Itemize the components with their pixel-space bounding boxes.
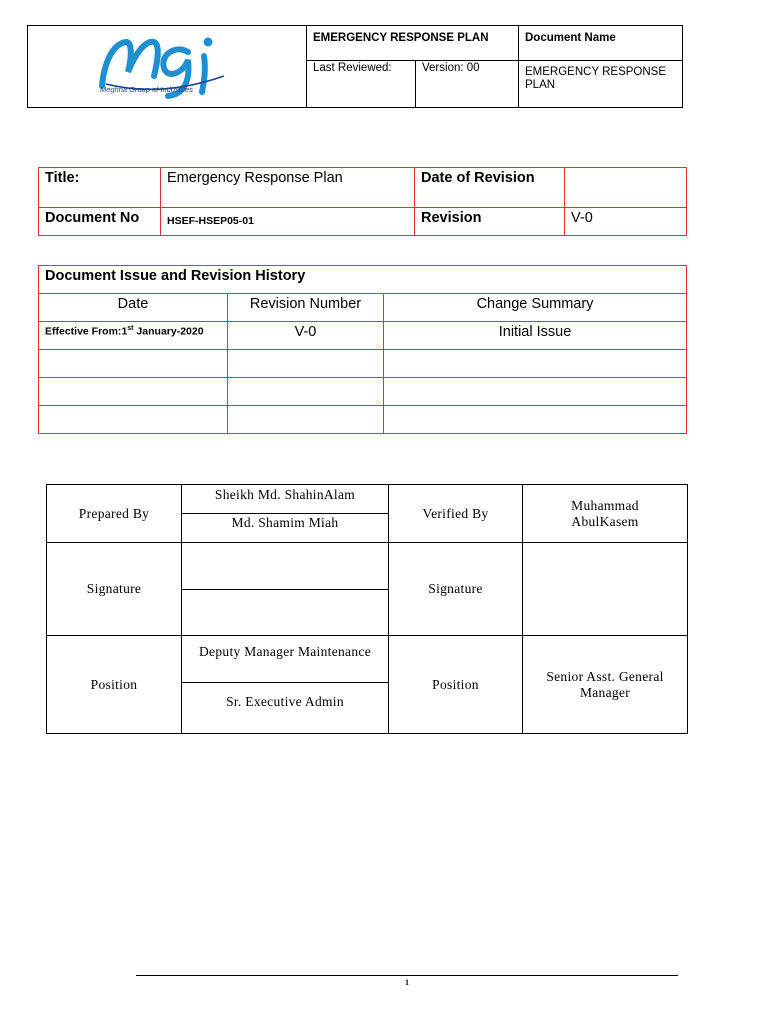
approvals-table bbox=[46, 484, 688, 734]
document-no-label: Document No bbox=[45, 210, 140, 226]
last-reviewed: Last Reviewed: bbox=[313, 62, 392, 74]
plan-title: EMERGENCY RESPONSE PLAN bbox=[313, 32, 489, 44]
revision-number-value: V-0 bbox=[294, 324, 317, 340]
mgi-logo bbox=[28, 26, 306, 107]
revision-value: V-0 bbox=[571, 210, 593, 226]
logo-tagline: Meghna Group of Industries bbox=[100, 85, 193, 94]
verified-by-label: Verified By bbox=[422, 505, 489, 521]
preparer-signature-1 bbox=[182, 543, 389, 590]
table-row bbox=[39, 378, 687, 406]
revision-history-table bbox=[38, 265, 687, 434]
date-of-revision-label: Date of Revision bbox=[421, 170, 535, 186]
preparer-signature-2 bbox=[182, 590, 389, 636]
document-info-table bbox=[38, 167, 687, 236]
change-summary-value: Initial Issue bbox=[498, 324, 572, 340]
preparer-position-2: Sr. Executive Admin bbox=[226, 694, 344, 709]
doc-name-label: Document Name bbox=[525, 32, 616, 44]
signature-label-verifier: Signature bbox=[428, 581, 483, 596]
position-label-verifier: Position bbox=[432, 676, 479, 692]
prepared-by-label: Prepared By bbox=[78, 505, 150, 521]
verifier-position: Senior Asst. General Manager bbox=[546, 668, 664, 700]
column-header-change-summary: Change Summary bbox=[476, 296, 594, 312]
table-row bbox=[39, 406, 687, 434]
footer-rule bbox=[136, 975, 678, 976]
position-label-preparer: Position bbox=[90, 676, 138, 692]
column-header-date: Date bbox=[117, 296, 149, 312]
preparer-name-1: Sheikh Md. ShahinAlam bbox=[214, 487, 356, 502]
effective-date: Effective From:1st January-2020 bbox=[39, 322, 228, 350]
document-no-value: HSEF-HSEP05-01 bbox=[167, 215, 254, 227]
doc-name-value: EMERGENCY RESPONSE PLAN bbox=[525, 66, 667, 91]
title-value: Emergency Response Plan bbox=[167, 170, 343, 186]
preparer-position-1: Deputy Manager Maintenance bbox=[199, 644, 371, 659]
revision-label: Revision bbox=[421, 210, 482, 226]
table-row bbox=[39, 322, 687, 350]
column-header-revision-number: Revision Number bbox=[249, 296, 362, 312]
signature-label-preparer: Signature bbox=[86, 581, 142, 596]
logo-cell bbox=[28, 26, 307, 107]
version: Version: 00 bbox=[422, 62, 480, 74]
revision-history-heading: Document Issue and Revision History bbox=[45, 268, 306, 284]
table-row bbox=[39, 350, 687, 378]
page-number: 1 bbox=[405, 978, 409, 987]
verifier-signature bbox=[523, 543, 688, 636]
verifier-name: Muhammad AbulKasem bbox=[571, 497, 639, 529]
preparer-name-2: Md. Shamim Miah bbox=[231, 515, 339, 530]
document-header bbox=[27, 25, 683, 108]
title-label: Title: bbox=[45, 170, 80, 186]
